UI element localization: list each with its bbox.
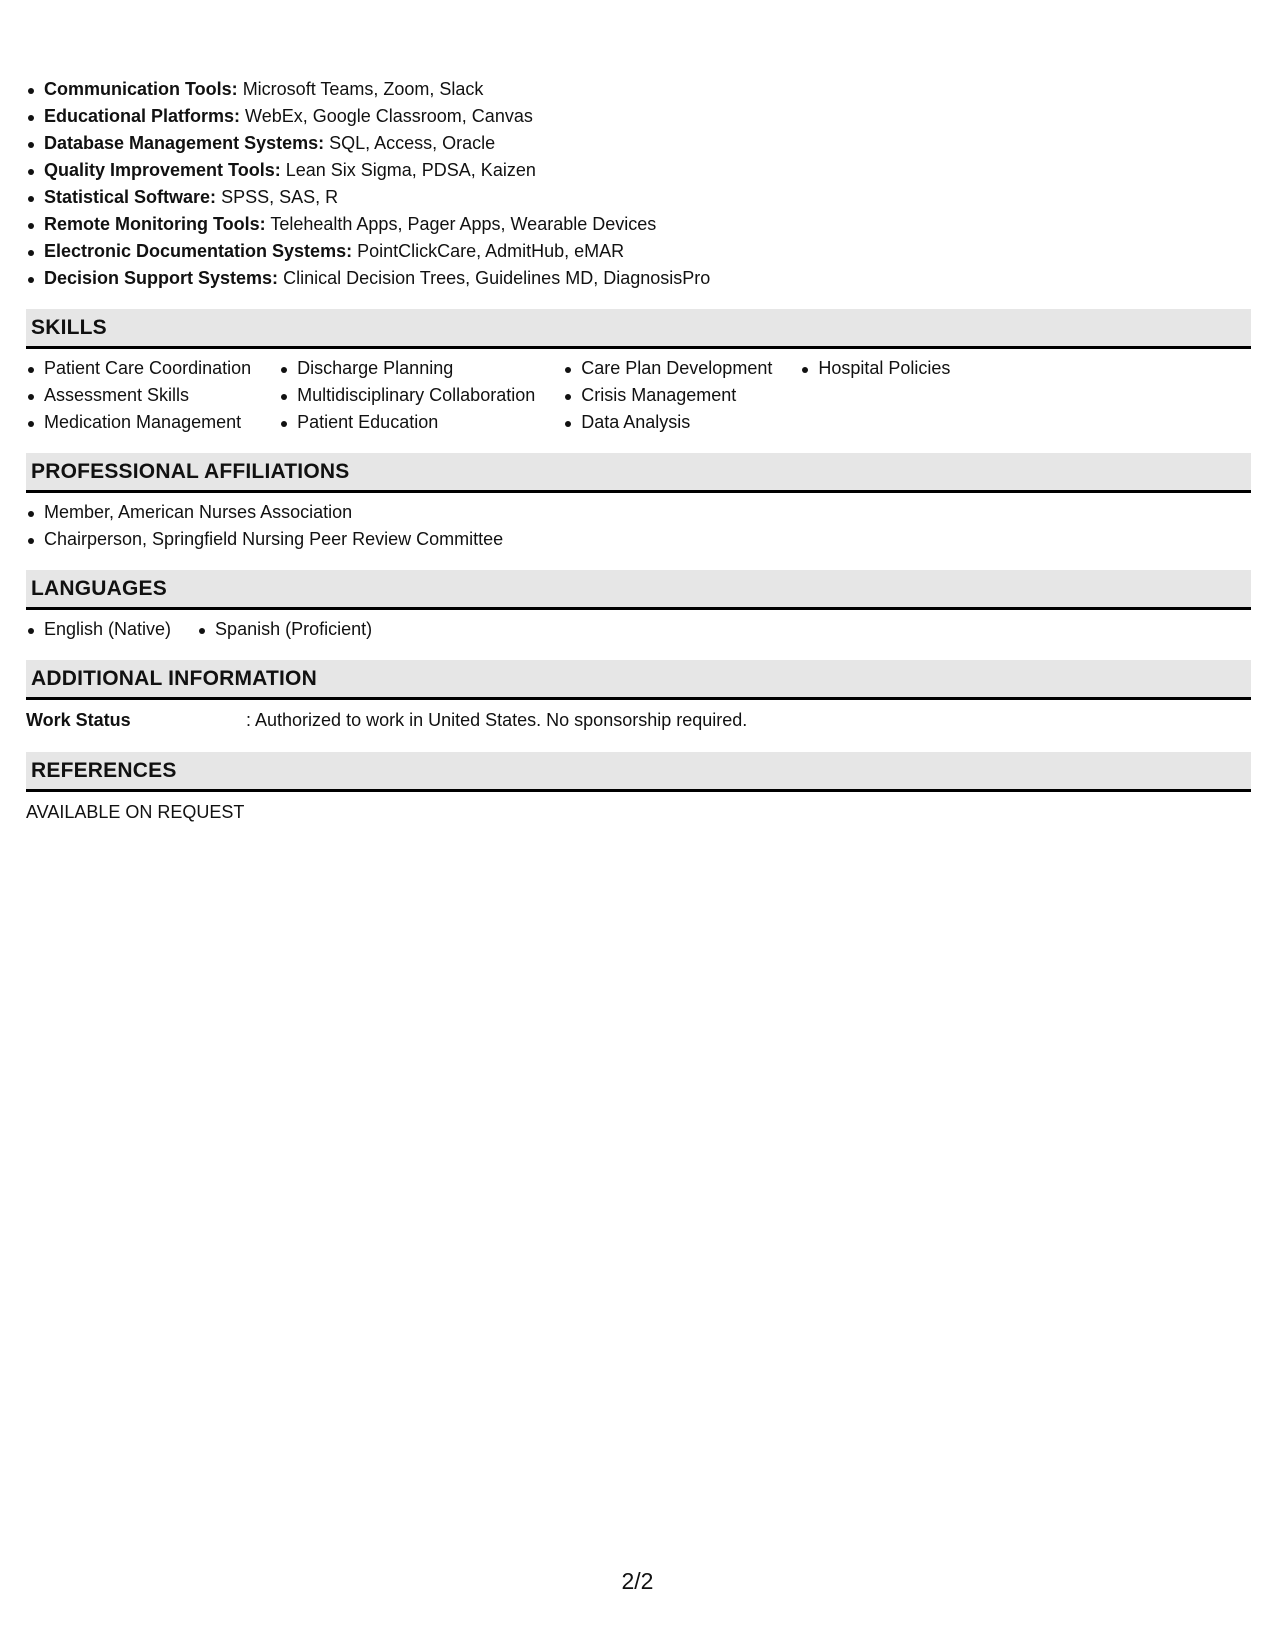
list-item (26, 184, 1251, 211)
list-item (26, 76, 1251, 103)
resume-page (26, 76, 1251, 824)
tool-category: Educational Platforms: (44, 106, 241, 126)
section-header-affiliations (26, 453, 1251, 493)
list-item: Patient Education (279, 409, 535, 436)
tool-category: Communication Tools: (44, 79, 238, 99)
list-item: Multidisciplinary Collaboration (279, 382, 535, 409)
list-item: Care Plan Development (563, 355, 772, 382)
skills-column-3 (563, 355, 772, 436)
work-status-row (26, 700, 1251, 732)
list-item: Member, American Nurses Association (26, 499, 1251, 526)
section-title: LANGUAGES (31, 577, 167, 600)
section-title: SKILLS (31, 316, 107, 339)
tool-values: WebEx, Google Classroom, Canvas (245, 106, 533, 126)
section-header-skills (26, 309, 1251, 349)
tool-category: Quality Improvement Tools: (44, 160, 281, 180)
section-header-languages (26, 570, 1251, 610)
list-item: Assessment Skills (26, 382, 251, 409)
affiliations-list (26, 493, 1251, 553)
tool-category: Electronic Documentation Systems: (44, 241, 353, 261)
skills-column-1 (26, 355, 251, 436)
list-item: Chairperson, Springfield Nursing Peer Review Committee (26, 526, 1251, 553)
skills-column-2 (279, 355, 535, 436)
work-status-value: : Authorized to work in United States. No sponsorship required. (246, 710, 748, 730)
work-status-label: Work Status (26, 710, 131, 730)
list-item (26, 103, 1251, 130)
tool-category: Database Management Systems: (44, 133, 325, 153)
tool-category: Remote Monitoring Tools: (44, 214, 266, 234)
list-item: Data Analysis (563, 409, 772, 436)
section-title: ADDITIONAL INFORMATION (31, 667, 317, 690)
section-title: REFERENCES (31, 759, 177, 782)
list-item: English (Native) (26, 616, 171, 643)
tool-values: SPSS, SAS, R (221, 187, 339, 207)
list-item (26, 265, 1251, 292)
tool-values: PointClickCare, AdmitHub, eMAR (357, 241, 625, 261)
tool-values: Telehealth Apps, Pager Apps, Wearable Devices (270, 214, 657, 234)
list-item: Patient Care Coordination (26, 355, 251, 382)
tool-values: SQL, Access, Oracle (329, 133, 496, 153)
section-title: PROFESSIONAL AFFILIATIONS (31, 460, 350, 483)
list-item: Medication Management (26, 409, 251, 436)
list-item (26, 238, 1251, 265)
languages-list (26, 610, 1251, 643)
section-header-additional-info (26, 660, 1251, 700)
tool-category: Decision Support Systems: (44, 268, 279, 288)
tool-category: Statistical Software: (44, 187, 217, 207)
section-header-references (26, 752, 1251, 792)
references-text: AVAILABLE ON REQUEST (26, 802, 245, 822)
list-item: Crisis Management (563, 382, 772, 409)
skills-columns (26, 349, 1251, 436)
list-item (26, 130, 1251, 157)
tool-values: Microsoft Teams, Zoom, Slack (242, 79, 484, 99)
page-number: 2/2 (621, 1568, 654, 1594)
tool-values: Lean Six Sigma, PDSA, Kaizen (285, 160, 536, 180)
skills-column-4 (800, 355, 950, 436)
list-item: Hospital Policies (800, 355, 950, 382)
tools-list (26, 76, 1251, 292)
list-item (26, 157, 1251, 184)
list-item: Discharge Planning (279, 355, 535, 382)
list-item: Spanish (Proficient) (197, 616, 372, 643)
tool-values: Clinical Decision Trees, Guidelines MD, DiagnosisPro (283, 268, 711, 288)
list-item (26, 211, 1251, 238)
